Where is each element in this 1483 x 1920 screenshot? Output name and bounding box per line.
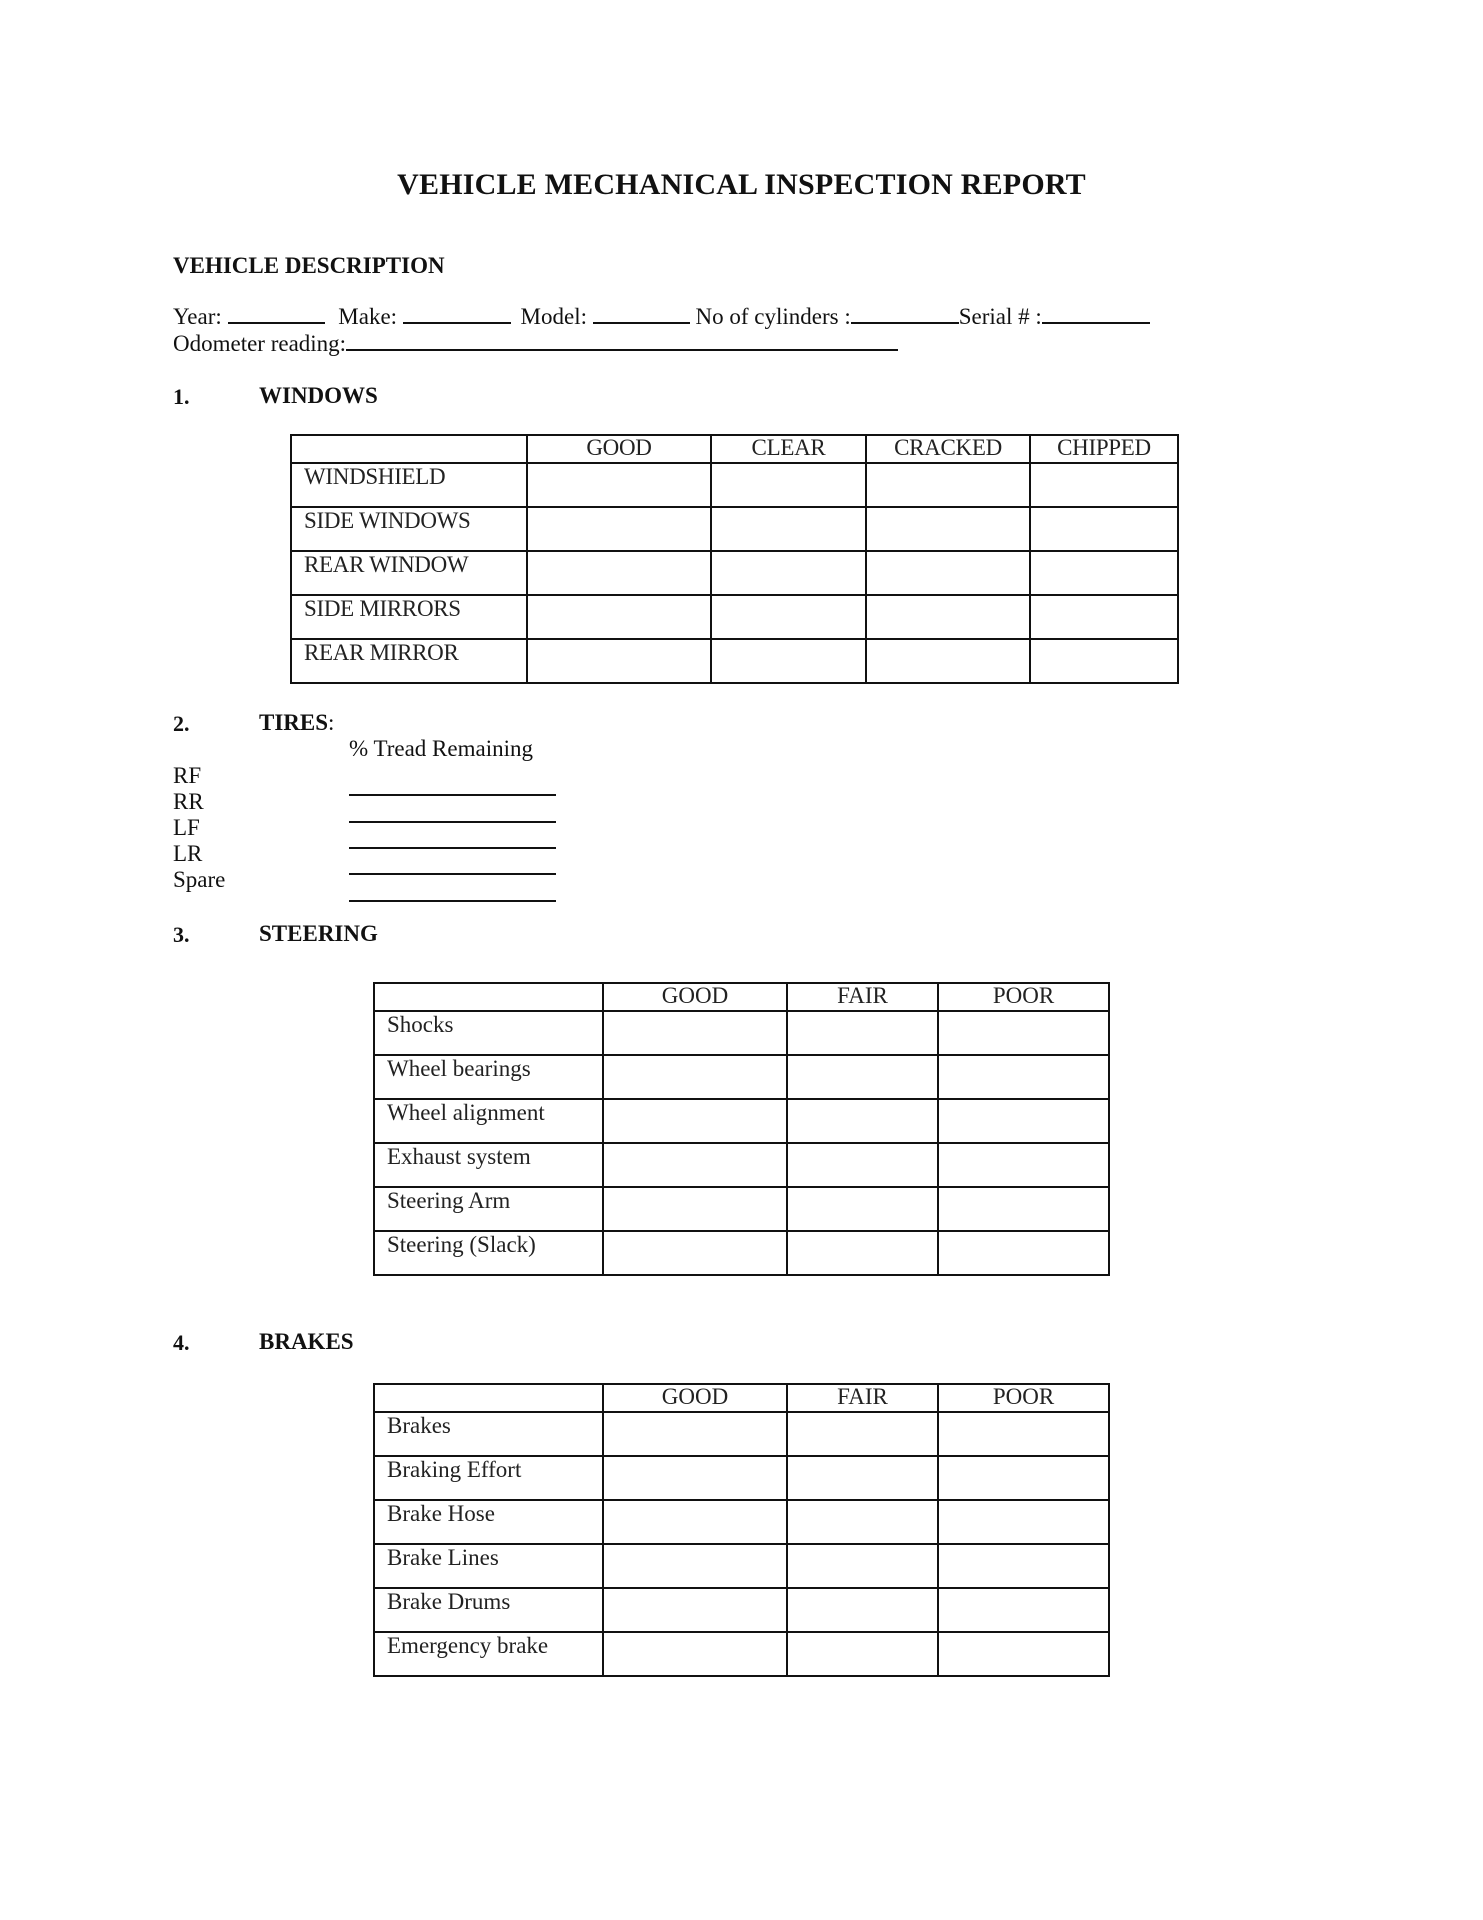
check-cell[interactable] [938, 1500, 1109, 1544]
check-cell[interactable] [1030, 507, 1178, 551]
make-label: Make: [338, 304, 398, 329]
odometer-field[interactable] [346, 329, 898, 351]
check-cell[interactable] [603, 1231, 787, 1275]
check-cell[interactable] [938, 1143, 1109, 1187]
table-row [374, 1143, 1109, 1187]
check-cell[interactable] [527, 551, 711, 595]
check-cell[interactable] [1030, 639, 1178, 683]
tires-heading-colon: : [328, 710, 335, 735]
row-label: Braking Effort [374, 1456, 603, 1500]
check-cell[interactable] [603, 1099, 787, 1143]
brakes-table [373, 1383, 1110, 1677]
table-header-row [374, 1384, 1109, 1412]
document-title: VEHICLE MECHANICAL INSPECTION REPORT [397, 168, 1086, 201]
check-cell[interactable] [866, 507, 1030, 551]
check-cell[interactable] [711, 551, 866, 595]
row-label: Steering (Slack) [374, 1231, 603, 1275]
header-cell-poor: POOR [938, 983, 1109, 1011]
check-cell[interactable] [787, 1632, 938, 1676]
table-row [291, 595, 1178, 639]
check-cell[interactable] [603, 1588, 787, 1632]
vehicle-description-heading: VEHICLE DESCRIPTION [173, 253, 445, 278]
steering-heading: STEERING [259, 921, 378, 946]
row-label: REAR MIRROR [291, 639, 527, 683]
row-label: REAR WINDOW [291, 551, 527, 595]
row-label: Wheel alignment [374, 1099, 603, 1143]
row-label: SIDE MIRRORS [291, 595, 527, 639]
check-cell[interactable] [1030, 551, 1178, 595]
header-cell-good: GOOD [527, 435, 711, 463]
header-cell-fair: FAIR [787, 1384, 938, 1412]
table-header-row [374, 983, 1109, 1011]
check-cell[interactable] [1030, 463, 1178, 507]
check-cell[interactable] [938, 1412, 1109, 1456]
tire-label-spare: Spare [173, 867, 226, 892]
check-cell[interactable] [603, 1143, 787, 1187]
model-field[interactable] [593, 302, 690, 324]
row-label: Steering Arm [374, 1187, 603, 1231]
table-row [374, 1187, 1109, 1231]
table-row [291, 507, 1178, 551]
section-number: 1. [173, 384, 190, 409]
row-label: Shocks [374, 1011, 603, 1055]
odometer-label: Odometer reading: [173, 331, 347, 356]
check-cell[interactable] [866, 551, 1030, 595]
row-label: Wheel bearings [374, 1055, 603, 1099]
section-number: 3. [173, 922, 190, 947]
check-cell[interactable] [938, 1456, 1109, 1500]
serial-label: Serial # : [958, 304, 1042, 329]
check-cell[interactable] [938, 1544, 1109, 1588]
table-row [374, 1055, 1109, 1099]
tread-field-rf[interactable] [349, 794, 556, 796]
check-cell[interactable] [787, 1544, 938, 1588]
header-cell [291, 435, 527, 463]
check-cell[interactable] [938, 1231, 1109, 1275]
section-number: 2. [173, 711, 190, 736]
row-label: Brake Drums [374, 1588, 603, 1632]
row-label: WINDSHIELD [291, 463, 527, 507]
tire-label-lf: LF [173, 815, 200, 840]
check-cell[interactable] [603, 1011, 787, 1055]
table-row [374, 1544, 1109, 1588]
check-cell[interactable] [603, 1544, 787, 1588]
tire-label-lr: LR [173, 841, 203, 866]
header-cell-fair: FAIR [787, 983, 938, 1011]
table-row [374, 1632, 1109, 1676]
section-number: 4. [173, 1330, 190, 1355]
check-cell[interactable] [711, 507, 866, 551]
cylinders-label: No of cylinders : [695, 304, 851, 329]
tires-heading-text: TIRES [259, 710, 329, 735]
check-cell[interactable] [527, 507, 711, 551]
check-cell[interactable] [787, 1143, 938, 1187]
row-label: Brake Lines [374, 1544, 603, 1588]
check-cell[interactable] [787, 1500, 938, 1544]
table-row [374, 1011, 1109, 1055]
check-cell[interactable] [603, 1187, 787, 1231]
check-cell[interactable] [787, 1231, 938, 1275]
row-label: Brakes [374, 1412, 603, 1456]
check-cell[interactable] [1030, 595, 1178, 639]
check-cell[interactable] [711, 639, 866, 683]
header-cell-good: GOOD [603, 983, 787, 1011]
check-cell[interactable] [866, 595, 1030, 639]
table-header-row [291, 435, 1178, 463]
header-cell-chipped: CHIPPED [1030, 435, 1178, 463]
row-label: Exhaust system [374, 1143, 603, 1187]
check-cell[interactable] [787, 1456, 938, 1500]
table-row [374, 1588, 1109, 1632]
check-cell[interactable] [603, 1632, 787, 1676]
row-label: Emergency brake [374, 1632, 603, 1676]
serial-field[interactable] [1042, 302, 1150, 324]
table-row [291, 463, 1178, 507]
check-cell[interactable] [603, 1412, 787, 1456]
table-row [374, 1456, 1109, 1500]
year-label: Year: [173, 304, 222, 329]
windows-heading: WINDOWS [259, 383, 378, 408]
tire-label-rr: RR [173, 789, 204, 814]
check-cell[interactable] [527, 463, 711, 507]
check-cell[interactable] [603, 1456, 787, 1500]
cylinders-field[interactable] [851, 302, 959, 324]
header-cell-cracked: CRACKED [866, 435, 1030, 463]
check-cell[interactable] [787, 1412, 938, 1456]
tread-remaining-label: % Tread Remaining [349, 736, 533, 761]
check-cell[interactable] [938, 1588, 1109, 1632]
table-row [374, 1500, 1109, 1544]
check-cell[interactable] [787, 1055, 938, 1099]
tire-label-rf: RF [173, 763, 202, 788]
check-cell[interactable] [938, 1187, 1109, 1231]
check-cell[interactable] [938, 1099, 1109, 1143]
model-label: Model: [520, 304, 587, 329]
check-cell[interactable] [603, 1055, 787, 1099]
header-cell [374, 1384, 603, 1412]
check-cell[interactable] [527, 639, 711, 683]
windows-table [290, 434, 1179, 684]
tread-field-lr[interactable] [349, 873, 556, 875]
check-cell[interactable] [787, 1187, 938, 1231]
header-cell-poor: POOR [938, 1384, 1109, 1412]
check-cell[interactable] [787, 1588, 938, 1632]
check-cell[interactable] [787, 1011, 938, 1055]
check-cell[interactable] [603, 1500, 787, 1544]
table-row [374, 1231, 1109, 1275]
check-cell[interactable] [711, 595, 866, 639]
table-row [374, 1099, 1109, 1143]
brakes-heading: BRAKES [259, 1329, 354, 1354]
vehicle-info-line [173, 302, 1150, 330]
odometer-line [173, 329, 898, 357]
header-cell [374, 983, 603, 1011]
tread-field-rr[interactable] [349, 821, 556, 823]
check-cell[interactable] [787, 1099, 938, 1143]
steering-table [373, 982, 1110, 1276]
tires-heading [259, 710, 334, 736]
check-cell[interactable] [711, 463, 866, 507]
check-cell[interactable] [938, 1011, 1109, 1055]
table-row [291, 639, 1178, 683]
tread-field-spare[interactable] [349, 900, 556, 902]
check-cell[interactable] [938, 1632, 1109, 1676]
tread-field-lf[interactable] [349, 847, 556, 849]
table-row [291, 551, 1178, 595]
year-field[interactable] [228, 302, 325, 324]
check-cell[interactable] [938, 1055, 1109, 1099]
check-cell[interactable] [866, 463, 1030, 507]
check-cell[interactable] [527, 595, 711, 639]
make-field[interactable] [403, 302, 511, 324]
row-label: Brake Hose [374, 1500, 603, 1544]
header-cell-good: GOOD [603, 1384, 787, 1412]
check-cell[interactable] [866, 639, 1030, 683]
row-label: SIDE WINDOWS [291, 507, 527, 551]
table-row [374, 1412, 1109, 1456]
header-cell-clear: CLEAR [711, 435, 866, 463]
